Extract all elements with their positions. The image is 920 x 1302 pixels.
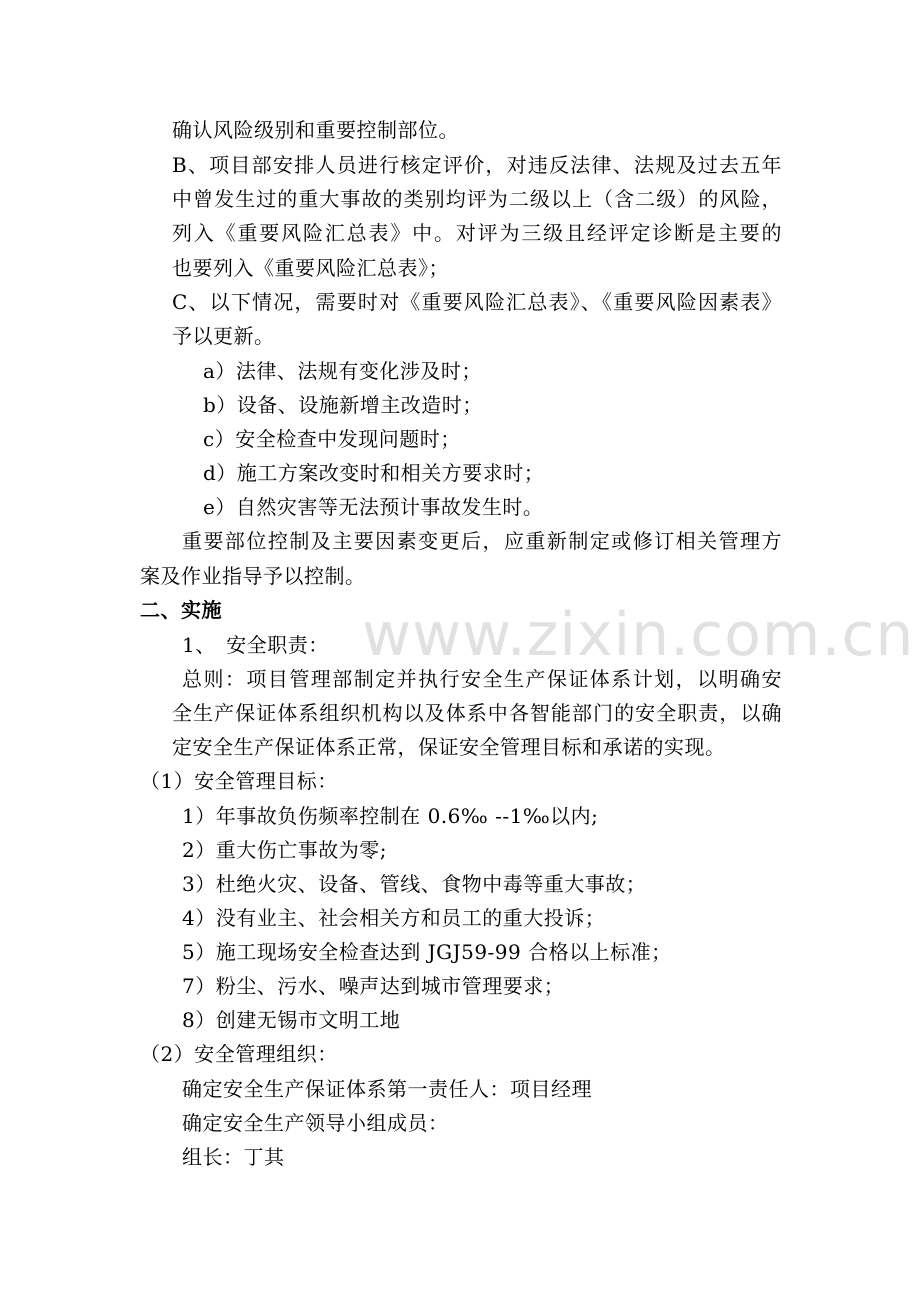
list-item: a）法律、法规有变化涉及时； bbox=[203, 359, 482, 383]
subsection-heading: （2）安全管理组织： bbox=[140, 1042, 338, 1066]
paragraph-line: 列入《重要风险汇总表》中。对评为三级且经评定诊断是主要的 bbox=[172, 221, 782, 245]
list-item: 1）年事故负伤频率控制在 0.6‰ --1‰以内; bbox=[182, 804, 599, 828]
list-item: 7）粉尘、污水、噪声达到城市管理要求； bbox=[182, 974, 565, 998]
paragraph-line: 予以更新。 bbox=[172, 324, 275, 348]
subsection-heading: 1、 安全职责： bbox=[182, 633, 329, 657]
list-item: 5）施工现场安全检查达到 JGJ59-99 合格以上标准； bbox=[182, 940, 672, 964]
paragraph-line: 重要部位控制及主要因素变更后，应重新制定或修订相关管理方 bbox=[182, 529, 782, 553]
paragraph-line: C、以下情况，需要时对《重要风险汇总表》、《重要风险因素表》 bbox=[172, 290, 782, 314]
paragraph-line: 全生产保证体系组织机构以及体系中各智能部门的安全职责，以确 bbox=[172, 701, 782, 725]
watermark: www.zixin.com.cn bbox=[362, 600, 915, 670]
paragraph-line: 确认风险级别和重要控制部位。 bbox=[172, 118, 459, 142]
paragraph-line: 总则：项目管理部制定并执行安全生产保证体系计划，以明确安 bbox=[182, 667, 782, 691]
list-item: 3）杜绝火灾、设备、管线、食物中毒等重大事故； bbox=[182, 872, 647, 896]
list-item: e）自然灾害等无法预计事故发生时。 bbox=[203, 495, 544, 519]
paragraph-line: 中曾发生过的重大事故的类别均评为二级以上（含二级）的风险， bbox=[172, 187, 782, 211]
paragraph-line: 定安全生产保证体系正常，保证安全管理目标和承诺的实现。 bbox=[172, 735, 726, 759]
paragraph-line: B、项目部安排人员进行核定评价，对违反法律、法规及过去五年 bbox=[172, 153, 782, 177]
list-item: d）施工方案改变时和相关方要求时； bbox=[203, 461, 545, 485]
paragraph-line: 案及作业指导予以控制。 bbox=[140, 564, 366, 588]
paragraph-line: 确定安全生产保证体系第一责任人：项目经理 bbox=[182, 1077, 592, 1101]
subsection-heading: （1）安全管理目标： bbox=[140, 769, 338, 793]
section-heading: 二、实施 bbox=[140, 598, 222, 622]
list-item: c）安全检查中发现问题时； bbox=[203, 427, 461, 451]
list-item: 2）重大伤亡事故为零; bbox=[182, 838, 387, 862]
list-item: b）设备、设施新增主改造时； bbox=[203, 393, 483, 417]
list-item: 8）创建无锡市文明工地 bbox=[182, 1008, 401, 1032]
paragraph-line: 确定安全生产领导小组成员： bbox=[182, 1111, 449, 1135]
list-item: 4）没有业主、社会相关方和员工的重大投诉； bbox=[182, 906, 606, 930]
paragraph-line: 也要列入《重要风险汇总表》； bbox=[172, 256, 449, 280]
paragraph-line: 组长：丁其 bbox=[182, 1145, 285, 1169]
